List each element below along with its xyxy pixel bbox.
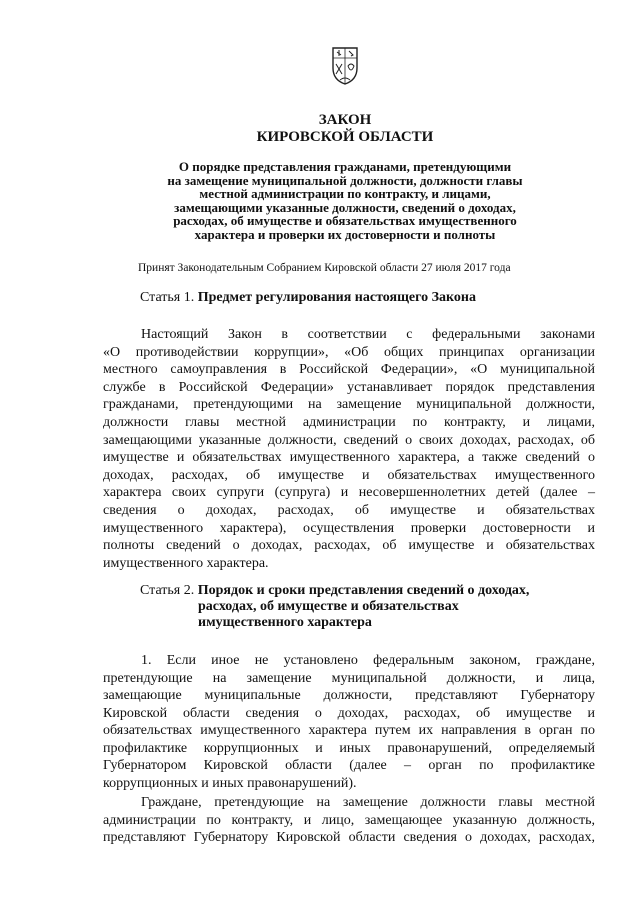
- article-2-paragraph-1: [103, 652, 595, 792]
- paragraph-line: местного самоуправления в Российской Федерации», «О муниципальной: [103, 362, 595, 378]
- paragraph-line: «О противодействии коррупции», «Об общих принципах организации: [103, 344, 595, 360]
- article-title-cont: расходах, об имуществе и обязательствах: [198, 599, 459, 614]
- subtitle-line: О порядке представления гражданами, претендующими: [178, 159, 512, 174]
- adoption-note: Принят Законодательным Собранием Кировской области 27 июля 2017 года: [138, 262, 511, 274]
- paragraph-line: Губернатором Кировской области (далее – орган по профилактике: [103, 758, 595, 773]
- article-2-paragraph-2: [103, 794, 595, 847]
- paragraph-line: администрации по контракту, и лицо, замещающее указанную должность,: [103, 812, 595, 828]
- subtitle-line: замещающими указанные должности, сведений о доходах,: [174, 199, 516, 215]
- region-title: КИРОВСКОЙ ОБЛАСТИ: [256, 129, 434, 145]
- paragraph-line: профилактике коррупционных и иных правонарушений, определяемый: [103, 740, 595, 756]
- law-title: ЗАКОН: [318, 112, 372, 128]
- paragraph-line: имущественного характера.: [103, 555, 269, 571]
- paragraph-line: замещающие муниципальные должности, представляют Губернатору: [103, 688, 595, 703]
- subtitle-line: характера и проверки их достоверности и полноты: [194, 226, 496, 242]
- article-title-cont: имущественного характера: [198, 615, 372, 630]
- paragraph-line: должности главы местной администрации по контракту, и лицами,: [103, 414, 595, 430]
- paragraph-line: представляют Губернатору Кировской области сведения о доходах, расходах,: [103, 830, 595, 845]
- article-title: Порядок и сроки представления сведений о доходах,: [197, 583, 530, 598]
- subtitle-line: расходах, об имуществе и обязательствах имущественного: [173, 213, 517, 229]
- paragraph-line: Кировской области сведения о доходах, расходах, об имуществе и: [103, 705, 595, 721]
- subtitle-line: на замещение муниципальной должности, должности главы: [167, 172, 523, 188]
- paragraph-line: гражданами, претендующими на замещение муниципальной должности,: [103, 397, 595, 413]
- law-subtitle: [140, 160, 550, 242]
- paragraph-line: имущественного характера), осуществления проверки достоверности и: [103, 520, 595, 536]
- paragraph-line: полноты сведений о доходах, расходах, об имуществе и обязательствах: [103, 538, 595, 554]
- paragraph-line: доходах, расходах, об имуществе и обязательствах имущественного: [103, 467, 595, 483]
- article-title: Предмет регулирования настоящего Закона: [197, 290, 476, 305]
- paragraph-line: имуществе и обязательствах имущественного характера, а также сведений о: [103, 450, 595, 466]
- paragraph-line: Граждане, претендующие на замещение должности главы местной: [141, 795, 595, 810]
- article-2-heading: [140, 583, 529, 631]
- paragraph-line: 1. Если иное не установлено федеральным законом, граждане,: [141, 653, 595, 668]
- subtitle-line: местной администрации по контракту, и лицами,: [199, 186, 491, 202]
- paragraph-line: службе в Российской Федерации» устанавливает порядок представления: [103, 379, 595, 395]
- kirov-coat-of-arms-icon: [331, 44, 359, 86]
- article-label: Статья 2.: [140, 583, 195, 598]
- paragraph-line: обязательствах имущественного характера путем их направления в орган по: [103, 723, 595, 738]
- article-label: Статья 1.: [140, 290, 195, 305]
- article-1-heading: [140, 290, 476, 306]
- paragraph-line: замещающими указанные должности, сведений о своих доходах, расходах, об: [103, 432, 595, 448]
- paragraph-line: коррупционных и иных правонарушений).: [103, 775, 357, 791]
- article-1-body: [103, 326, 595, 572]
- paragraph-line: Настоящий Закон в соответствии с федеральными законами: [141, 327, 595, 342]
- paragraph-line: сведения о доходах, расходах, об имуществе и обязательствах: [103, 502, 595, 518]
- paragraph-line: характера своих супруги (супруга) и несовершеннолетних детей (далее –: [103, 485, 595, 501]
- paragraph-line: претендующие на замещение муниципальной должности, и лица,: [103, 670, 595, 686]
